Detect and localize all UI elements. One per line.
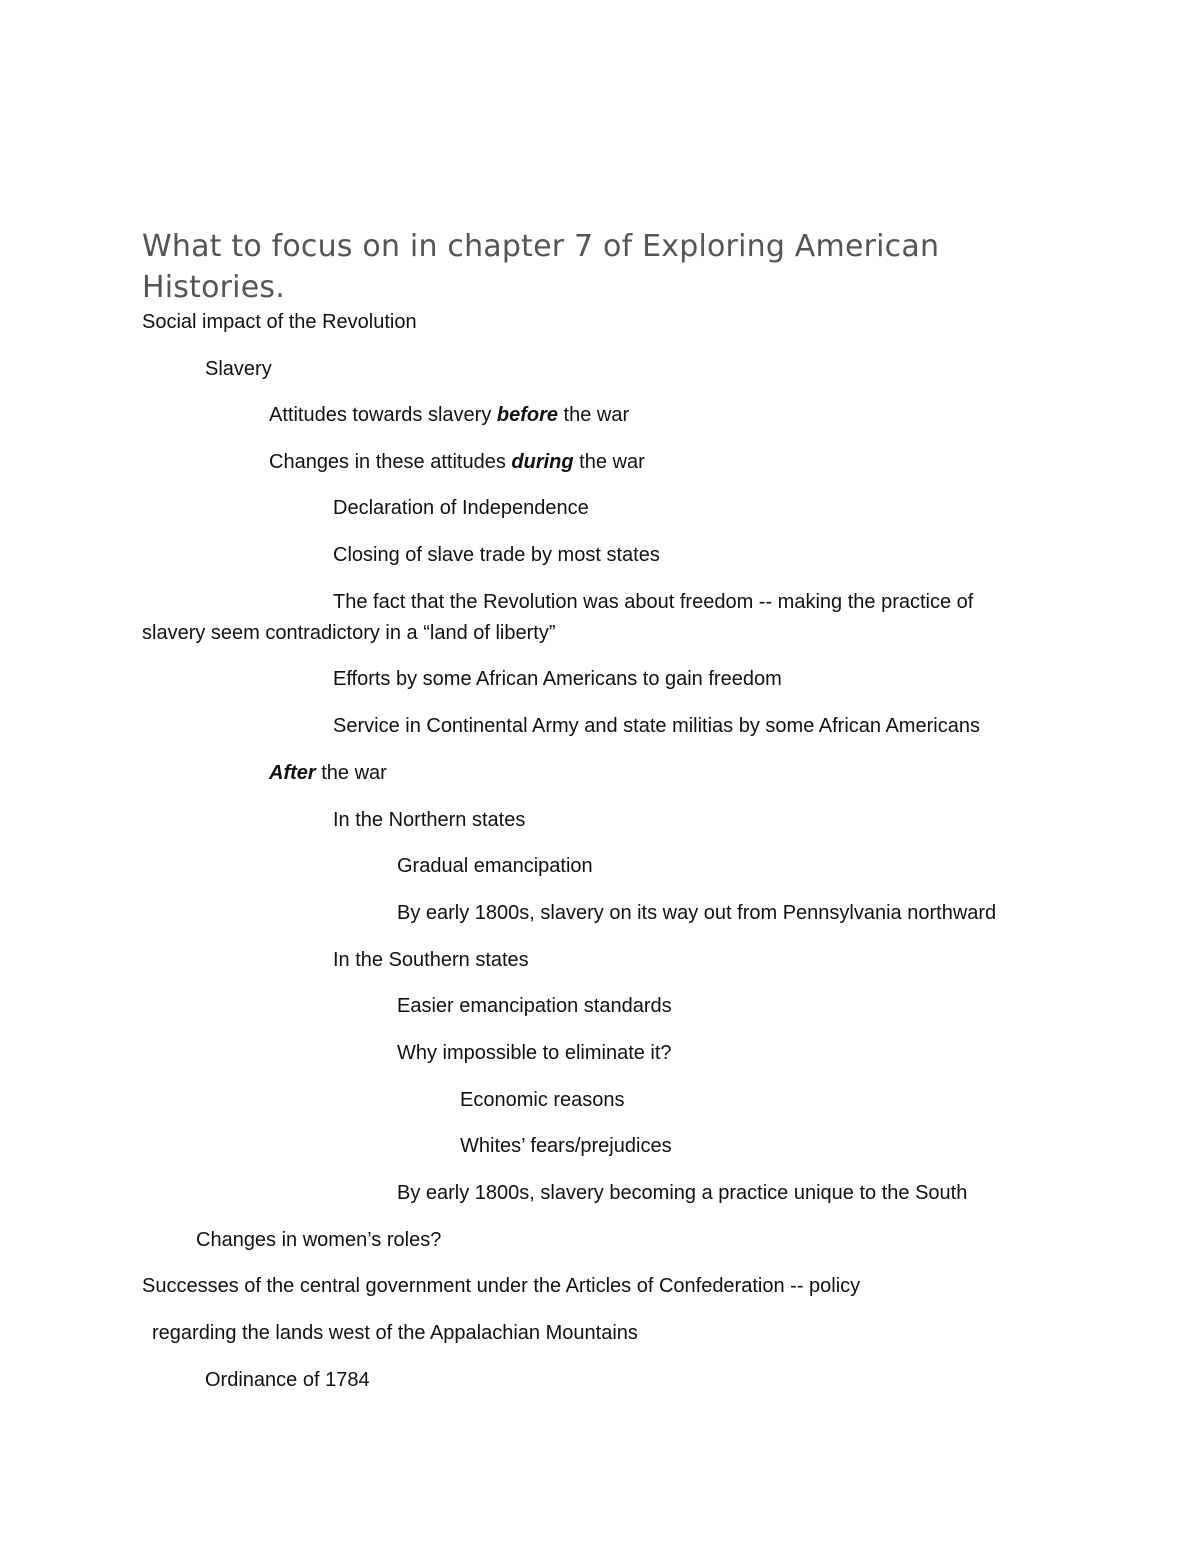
emphasis-before: before [496,404,558,426]
outline-item-service: Service in Continental Army and state militias by some African Americans [333,715,980,737]
heading-successes-line2: regarding the lands west of the Appalachian Mountains [152,1322,638,1344]
outline-item-slavery: Slavery [205,358,272,380]
outline-item-womens-roles: Changes in women’s roles? [196,1229,442,1251]
text-segment: the war [558,404,630,426]
outline-item-fact-line2: slavery seem contradictory in a “land of liberty” [142,622,556,644]
outline-item-southern: In the Southern states [333,949,529,971]
text-segment: Attitudes towards slavery [269,404,497,426]
outline-item-north-1800s: By early 1800s, slavery on its way out from Pennsylvania northward [397,902,997,924]
outline-item-closing-trade: Closing of slave trade by most states [333,544,660,566]
outline-item-why-impossible: Why impossible to eliminate it? [397,1042,672,1064]
page-title: What to focus on in chapter 7 of Exploring American Histories. [142,229,940,305]
outline-item-attitudes-before [269,402,629,428]
emphasis-after: After [269,762,316,784]
outline-item-gradual: Gradual emancipation [397,855,593,877]
outline-item-northern: In the Northern states [333,809,526,831]
outline-item-declaration: Declaration of Independence [333,497,589,519]
outline-item-whites-fears: Whites’ fears/prejudices [460,1135,672,1157]
outline-item-after-war [269,760,387,786]
outline-item-easier: Easier emancipation standards [397,995,672,1017]
heading-social-impact: Social impact of the Revolution [142,311,417,333]
outline-item-changes-during [269,449,645,475]
emphasis-during: during [511,451,574,473]
outline-item-fact-line1: The fact that the Revolution was about freedom -- making the practice of [333,591,974,613]
outline-item-economic: Economic reasons [460,1089,625,1111]
text-segment: the war [573,451,645,473]
text-segment: Changes in these attitudes [269,451,512,473]
outline-item-ordinance: Ordinance of 1784 [205,1369,370,1391]
text-segment: the war [315,762,387,784]
heading-successes-line1: Successes of the central government under the Articles of Confederation -- policy [142,1275,861,1297]
outline-item-efforts: Efforts by some African Americans to gain freedom [333,668,782,690]
outline-item-south-1800s: By early 1800s, slavery becoming a practice unique to the South [397,1182,968,1204]
